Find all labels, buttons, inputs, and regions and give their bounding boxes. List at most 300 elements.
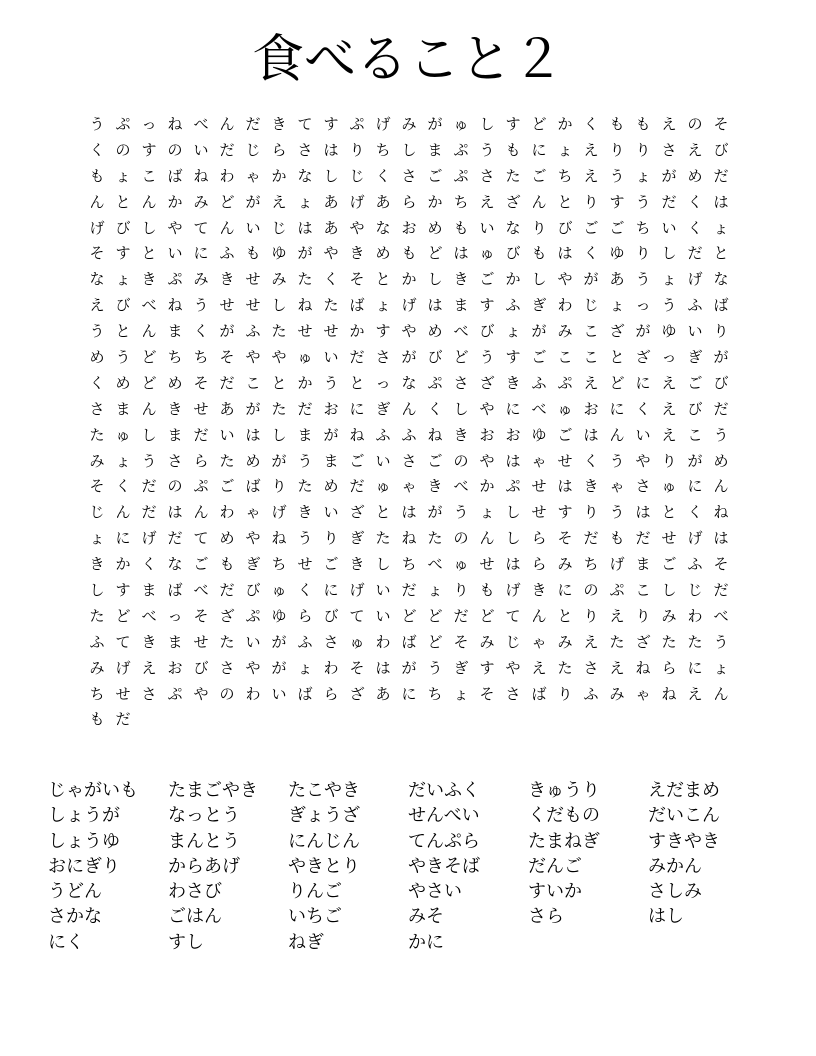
grid-letter: と: [349, 373, 365, 392]
grid-letter: ご: [609, 218, 625, 237]
grid-letter: ふ: [531, 373, 547, 392]
grid-letter: う: [609, 503, 625, 522]
grid-letter: せ: [531, 503, 547, 522]
grid-letter: ど: [115, 606, 131, 625]
grid-letter: き: [297, 503, 313, 522]
grid-letter: て: [115, 632, 131, 651]
grid-letter: く: [193, 322, 209, 341]
grid-letter: ぎ: [453, 658, 469, 677]
grid-letter: の: [687, 115, 703, 133]
grid-letter: そ: [349, 270, 365, 289]
grid-letter: ね: [167, 296, 183, 315]
grid-letter: ょ: [713, 658, 729, 677]
grid-letter: ご: [687, 373, 703, 392]
grid-letter: ふ: [505, 296, 521, 315]
grid-letter: し: [661, 244, 677, 263]
grid-letter: ざ: [609, 322, 625, 341]
grid-letter: さ: [401, 451, 417, 470]
grid-letter: ご: [531, 166, 547, 185]
grid-letter: こ: [557, 348, 573, 367]
grid-letter: げ: [609, 555, 625, 574]
grid-letter: ん: [713, 684, 729, 703]
grid-letter: せ: [297, 322, 313, 341]
grid-letter: と: [375, 270, 391, 289]
grid-letter: き: [219, 270, 235, 289]
grid-letter: み: [89, 658, 105, 677]
grid-letter: ね: [167, 115, 183, 133]
grid-letter: ざ: [219, 606, 235, 625]
grid-letter: ば: [297, 684, 313, 703]
grid-letter: う: [89, 322, 105, 341]
grid-letter: う: [427, 658, 443, 677]
grid-letter: た: [297, 477, 313, 496]
grid-letter: ど: [609, 373, 625, 392]
grid-letter: げ: [115, 658, 131, 677]
grid-letter: あ: [323, 218, 339, 237]
grid-letter: え: [583, 140, 599, 159]
word-list-empty-slot: [528, 930, 648, 955]
grid-letter: ふ: [245, 322, 261, 341]
grid-letter: べ: [453, 322, 469, 341]
grid-letter: も: [531, 244, 547, 263]
grid-letter: う: [453, 503, 469, 522]
grid-letter: に: [609, 399, 625, 418]
grid-letter: げ: [375, 115, 391, 133]
grid-letter: せ: [193, 399, 209, 418]
grid-letter: は: [713, 529, 729, 548]
grid-letter: べ: [193, 115, 209, 133]
grid-letter: た: [297, 270, 313, 289]
grid-letter: さ: [635, 477, 651, 496]
grid-letter: ゃ: [609, 477, 625, 496]
grid-letter: ゅ: [453, 555, 469, 574]
grid-letter: ち: [167, 348, 183, 367]
grid-letter: そ: [89, 244, 105, 263]
grid-letter: た: [427, 529, 443, 548]
grid-letter: ゆ: [661, 322, 677, 341]
grid-letter: わ: [557, 296, 573, 315]
grid-letter: お: [583, 399, 599, 418]
grid-letter: ぷ: [609, 581, 625, 600]
grid-letter: は: [375, 658, 391, 677]
grid-letter: っ: [635, 296, 651, 315]
word-list-item: だいこん: [648, 805, 720, 827]
grid-letter: そ: [713, 115, 729, 133]
grid-letter: ゆ: [609, 244, 625, 263]
grid-letter: は: [297, 218, 313, 237]
word-list-item: しょうゆ: [48, 830, 120, 852]
grid-letter: う: [297, 451, 313, 470]
grid-letter: だ: [583, 529, 599, 548]
grid-letter: う: [713, 425, 729, 444]
grid-letter: う: [609, 451, 625, 470]
grid-letter: え: [583, 373, 599, 392]
grid-letter: し: [427, 270, 443, 289]
grid-letter: や: [505, 658, 521, 677]
grid-letter: わ: [219, 166, 235, 185]
grid-letter: く: [375, 166, 391, 185]
grid-letter: ん: [89, 192, 105, 211]
grid-letter: た: [323, 296, 339, 315]
grid-letter: く: [323, 270, 339, 289]
grid-letter: ば: [167, 166, 183, 185]
grid-letter: ぷ: [245, 606, 261, 625]
grid-letter: も: [635, 115, 651, 133]
word-list-item: にんじん: [288, 830, 360, 852]
grid-letter: お: [479, 425, 495, 444]
word-list-item: やきそば: [408, 855, 480, 877]
grid-letter: す: [479, 658, 495, 677]
grid-letter: ら: [297, 606, 313, 625]
grid-letter: さ: [167, 451, 183, 470]
grid-letter: め: [115, 373, 131, 392]
grid-letter: う: [323, 373, 339, 392]
word-list-item: すきやき: [648, 830, 720, 852]
grid-letter: べ: [453, 477, 469, 496]
grid-letter: そ: [89, 477, 105, 496]
grid-letter: か: [297, 373, 313, 392]
grid-letter: と: [141, 244, 157, 263]
grid-letter: く: [687, 218, 703, 237]
grid-letter: い: [323, 503, 339, 522]
grid-letter: し: [271, 425, 287, 444]
grid-letter: じ: [687, 581, 703, 600]
grid-letter: ゃ: [245, 503, 261, 522]
grid-letter: め: [219, 529, 235, 548]
grid-letter: な: [713, 270, 729, 289]
grid-letter: と: [609, 348, 625, 367]
grid-letter: ち: [89, 684, 105, 703]
grid-letter: う: [141, 451, 157, 470]
grid-letter: え: [661, 425, 677, 444]
grid-letter: そ: [479, 684, 495, 703]
grid-letter: く: [427, 399, 443, 418]
grid-letter: も: [219, 555, 235, 574]
grid-letter: ふ: [89, 632, 105, 651]
grid-letter: ら: [531, 529, 547, 548]
grid-letter: せ: [323, 322, 339, 341]
grid-letter: は: [245, 425, 261, 444]
word-list-empty-slot: [648, 930, 768, 955]
grid-letter: ば: [245, 477, 261, 496]
grid-letter: と: [115, 322, 131, 341]
grid-letter: び: [505, 244, 521, 263]
grid-letter: き: [167, 399, 183, 418]
grid-letter: く: [297, 581, 313, 600]
word-list-item: ぎょうざ: [288, 805, 360, 827]
word-list-item: おにぎり: [48, 855, 120, 877]
grid-letter: ん: [193, 503, 209, 522]
grid-letter: は: [713, 192, 729, 211]
grid-letter: り: [531, 218, 547, 237]
grid-letter: ご: [661, 555, 677, 574]
grid-letter: し: [401, 140, 417, 159]
grid-letter: し: [323, 166, 339, 185]
grid-letter: た: [687, 632, 703, 651]
grid-letter: や: [193, 684, 209, 703]
grid-letter: せ: [661, 529, 677, 548]
grid-letter: こ: [141, 166, 157, 185]
grid-letter: の: [219, 684, 235, 703]
grid-letter: き: [453, 270, 469, 289]
grid-letter: ど: [427, 606, 443, 625]
grid-letter: ょ: [297, 658, 313, 677]
word-list-item: たこやき: [288, 780, 360, 801]
grid-letter: ざ: [479, 373, 495, 392]
grid-letter: そ: [219, 348, 235, 367]
grid-letter: ょ: [89, 529, 105, 548]
grid-letter: く: [583, 115, 599, 133]
grid-letter: い: [245, 632, 261, 651]
grid-letter: す: [505, 348, 521, 367]
word-list-item: かに: [408, 931, 444, 953]
grid-letter: ご: [531, 348, 547, 367]
grid-letter: ょ: [505, 322, 521, 341]
grid-letter: そ: [349, 658, 365, 677]
grid-letter: ど: [401, 606, 417, 625]
grid-letter: か: [271, 166, 287, 185]
grid-letter: り: [349, 140, 365, 159]
grid-letter: え: [661, 373, 677, 392]
grid-letter: い: [661, 218, 677, 237]
grid-letter: い: [193, 140, 209, 159]
grid-letter: い: [167, 244, 183, 263]
grid-letter: ぎ: [375, 399, 391, 418]
grid-letter: め: [427, 218, 443, 237]
grid-letter: う: [115, 348, 131, 367]
grid-letter: ん: [713, 477, 729, 496]
grid-letter: え: [271, 192, 287, 211]
grid-letter: き: [531, 581, 547, 600]
grid-letter: に: [193, 244, 209, 263]
grid-letter: か: [427, 192, 443, 211]
grid-letter: み: [661, 606, 677, 625]
grid-letter: だ: [141, 477, 157, 496]
grid-letter: は: [557, 477, 573, 496]
grid-letter: じ: [89, 503, 105, 522]
grid-letter: が: [219, 322, 235, 341]
grid-letter: そ: [193, 373, 209, 392]
grid-letter: も: [505, 140, 521, 159]
grid-letter: い: [245, 218, 261, 237]
grid-letter: り: [453, 581, 469, 600]
grid-letter: ま: [167, 425, 183, 444]
grid-letter: ょ: [375, 296, 391, 315]
grid-letter: さ: [89, 399, 105, 418]
grid-letter: く: [89, 140, 105, 159]
grid-letter: い: [271, 684, 287, 703]
grid-letter: も: [609, 115, 625, 133]
grid-letter: た: [89, 606, 105, 625]
grid-letter: ん: [609, 425, 625, 444]
grid-letter: あ: [609, 270, 625, 289]
grid-letter: ょ: [609, 296, 625, 315]
grid-letter: さ: [219, 658, 235, 677]
grid-letter: せ: [219, 296, 235, 315]
grid-letter: い: [323, 348, 339, 367]
grid-letter: ざ: [505, 192, 521, 211]
grid-letter: た: [609, 632, 625, 651]
grid-letter: ん: [401, 399, 417, 418]
grid-letter: ぷ: [349, 115, 365, 133]
grid-letter: う: [635, 270, 651, 289]
grid-letter: ど: [453, 348, 469, 367]
grid-letter: ぎ: [245, 555, 261, 574]
grid-letter: は: [583, 425, 599, 444]
grid-letter: ん: [479, 529, 495, 548]
grid-letter: え: [89, 296, 105, 315]
grid-letter: み: [557, 322, 573, 341]
grid-letter: た: [271, 322, 287, 341]
grid-letter: の: [453, 451, 469, 470]
grid-letter: ゅ: [349, 632, 365, 651]
grid-letter: え: [661, 115, 677, 133]
word-list-item: しょうが: [48, 805, 120, 827]
grid-letter: ゅ: [479, 244, 495, 263]
grid-letter: り: [609, 140, 625, 159]
grid-letter: ご: [193, 555, 209, 574]
grid-letter: い: [375, 606, 391, 625]
grid-letter: ま: [453, 296, 469, 315]
grid-letter: え: [687, 684, 703, 703]
grid-letter: ゅ: [115, 425, 131, 444]
grid-letter: え: [583, 632, 599, 651]
grid-letter: や: [479, 451, 495, 470]
grid-letter: が: [323, 425, 339, 444]
word-list-item: やきとり: [288, 855, 360, 877]
word-list-item: たまごやき: [168, 780, 258, 801]
grid-letter: じ: [271, 218, 287, 237]
grid-letter: ん: [141, 399, 157, 418]
grid-letter: が: [297, 244, 313, 263]
grid-letter: い: [687, 322, 703, 341]
grid-letter: の: [167, 140, 183, 159]
grid-letter: せ: [297, 555, 313, 574]
grid-letter: い: [635, 425, 651, 444]
grid-letter: な: [505, 218, 521, 237]
grid-letter: と: [557, 606, 573, 625]
grid-letter: ち: [453, 192, 469, 211]
grid-letter: て: [193, 218, 209, 237]
grid-letter: ど: [531, 115, 547, 133]
grid-letter: な: [89, 270, 105, 289]
grid-letter: た: [271, 399, 287, 418]
grid-letter: き: [271, 115, 287, 133]
grid-letter: の: [115, 140, 131, 159]
grid-letter: が: [401, 658, 417, 677]
word-list-item: さかな: [48, 906, 102, 928]
grid-letter: す: [323, 115, 339, 133]
grid-letter: が: [427, 503, 443, 522]
word-list-item: いちご: [288, 906, 342, 928]
grid-letter: ら: [531, 555, 547, 574]
grid-letter: わ: [687, 606, 703, 625]
grid-letter: ご: [323, 555, 339, 574]
grid-letter: か: [167, 192, 183, 211]
grid-letter: ば: [401, 632, 417, 651]
grid-letter: だ: [401, 581, 417, 600]
grid-letter: ら: [193, 451, 209, 470]
grid-letter: ち: [271, 555, 287, 574]
grid-letter: ょ: [115, 270, 131, 289]
grid-letter: え: [609, 658, 625, 677]
grid-letter: ご: [427, 166, 443, 185]
grid-letter: り: [713, 322, 729, 341]
grid-letter: だ: [219, 140, 235, 159]
word-list-item: じゃがいも: [48, 780, 138, 801]
grid-letter: じ: [349, 166, 365, 185]
grid-letter: ぎ: [349, 529, 365, 548]
grid-letter: び: [323, 606, 339, 625]
grid-letter: あ: [375, 684, 391, 703]
grid-letter: め: [323, 477, 339, 496]
grid-letter: た: [89, 425, 105, 444]
grid-letter: な: [297, 166, 313, 185]
grid-letter: じ: [245, 140, 261, 159]
grid-letter: ょ: [713, 218, 729, 237]
grid-letter: び: [557, 218, 573, 237]
grid-letter: や: [271, 348, 287, 367]
grid-letter: お: [401, 218, 417, 237]
grid-letter: だ: [167, 529, 183, 548]
grid-letter: な: [167, 555, 183, 574]
grid-letter: り: [661, 451, 677, 470]
grid-letter: ど: [479, 606, 495, 625]
grid-letter: ゅ: [297, 348, 313, 367]
grid-letter: う: [297, 529, 313, 548]
grid-letter: ち: [635, 218, 651, 237]
grid-letter: ご: [427, 451, 443, 470]
grid-letter: ん: [219, 115, 235, 133]
grid-letter: が: [427, 115, 443, 133]
word-list-item: だいふく: [408, 780, 480, 801]
grid-letter: え: [479, 192, 495, 211]
word-list-item: ごはん: [168, 906, 222, 928]
grid-letter: ぷ: [167, 270, 183, 289]
grid-letter: き: [89, 555, 105, 574]
grid-letter: び: [115, 296, 131, 315]
grid-letter: き: [427, 477, 443, 496]
word-list-item: わさび: [168, 881, 222, 903]
grid-letter: か: [557, 115, 573, 133]
grid-letter: た: [505, 166, 521, 185]
grid-letter: と: [713, 244, 729, 263]
grid-letter: だ: [141, 503, 157, 522]
grid-letter: ぷ: [115, 115, 131, 133]
grid-letter: せ: [115, 684, 131, 703]
grid-letter: め: [687, 166, 703, 185]
grid-letter: た: [661, 632, 677, 651]
word-list-item: たまねぎ: [528, 830, 600, 852]
grid-letter: と: [115, 192, 131, 211]
grid-letter: え: [583, 166, 599, 185]
grid-letter: ゃ: [531, 451, 547, 470]
grid-letter: び: [245, 581, 261, 600]
word-list-item: さしみ: [648, 881, 702, 903]
word-list-item: くだもの: [528, 805, 600, 827]
grid-letter: ね: [427, 425, 443, 444]
grid-letter: も: [479, 581, 495, 600]
grid-letter: っ: [167, 606, 183, 625]
grid-letter: も: [89, 710, 105, 729]
grid-letter: み: [557, 555, 573, 574]
grid-letter: ご: [557, 425, 573, 444]
grid-letter: に: [557, 581, 573, 600]
grid-letter: ふ: [583, 684, 599, 703]
grid-letter: ん: [141, 322, 157, 341]
grid-letter: に: [349, 399, 365, 418]
grid-letter: ど: [219, 192, 235, 211]
